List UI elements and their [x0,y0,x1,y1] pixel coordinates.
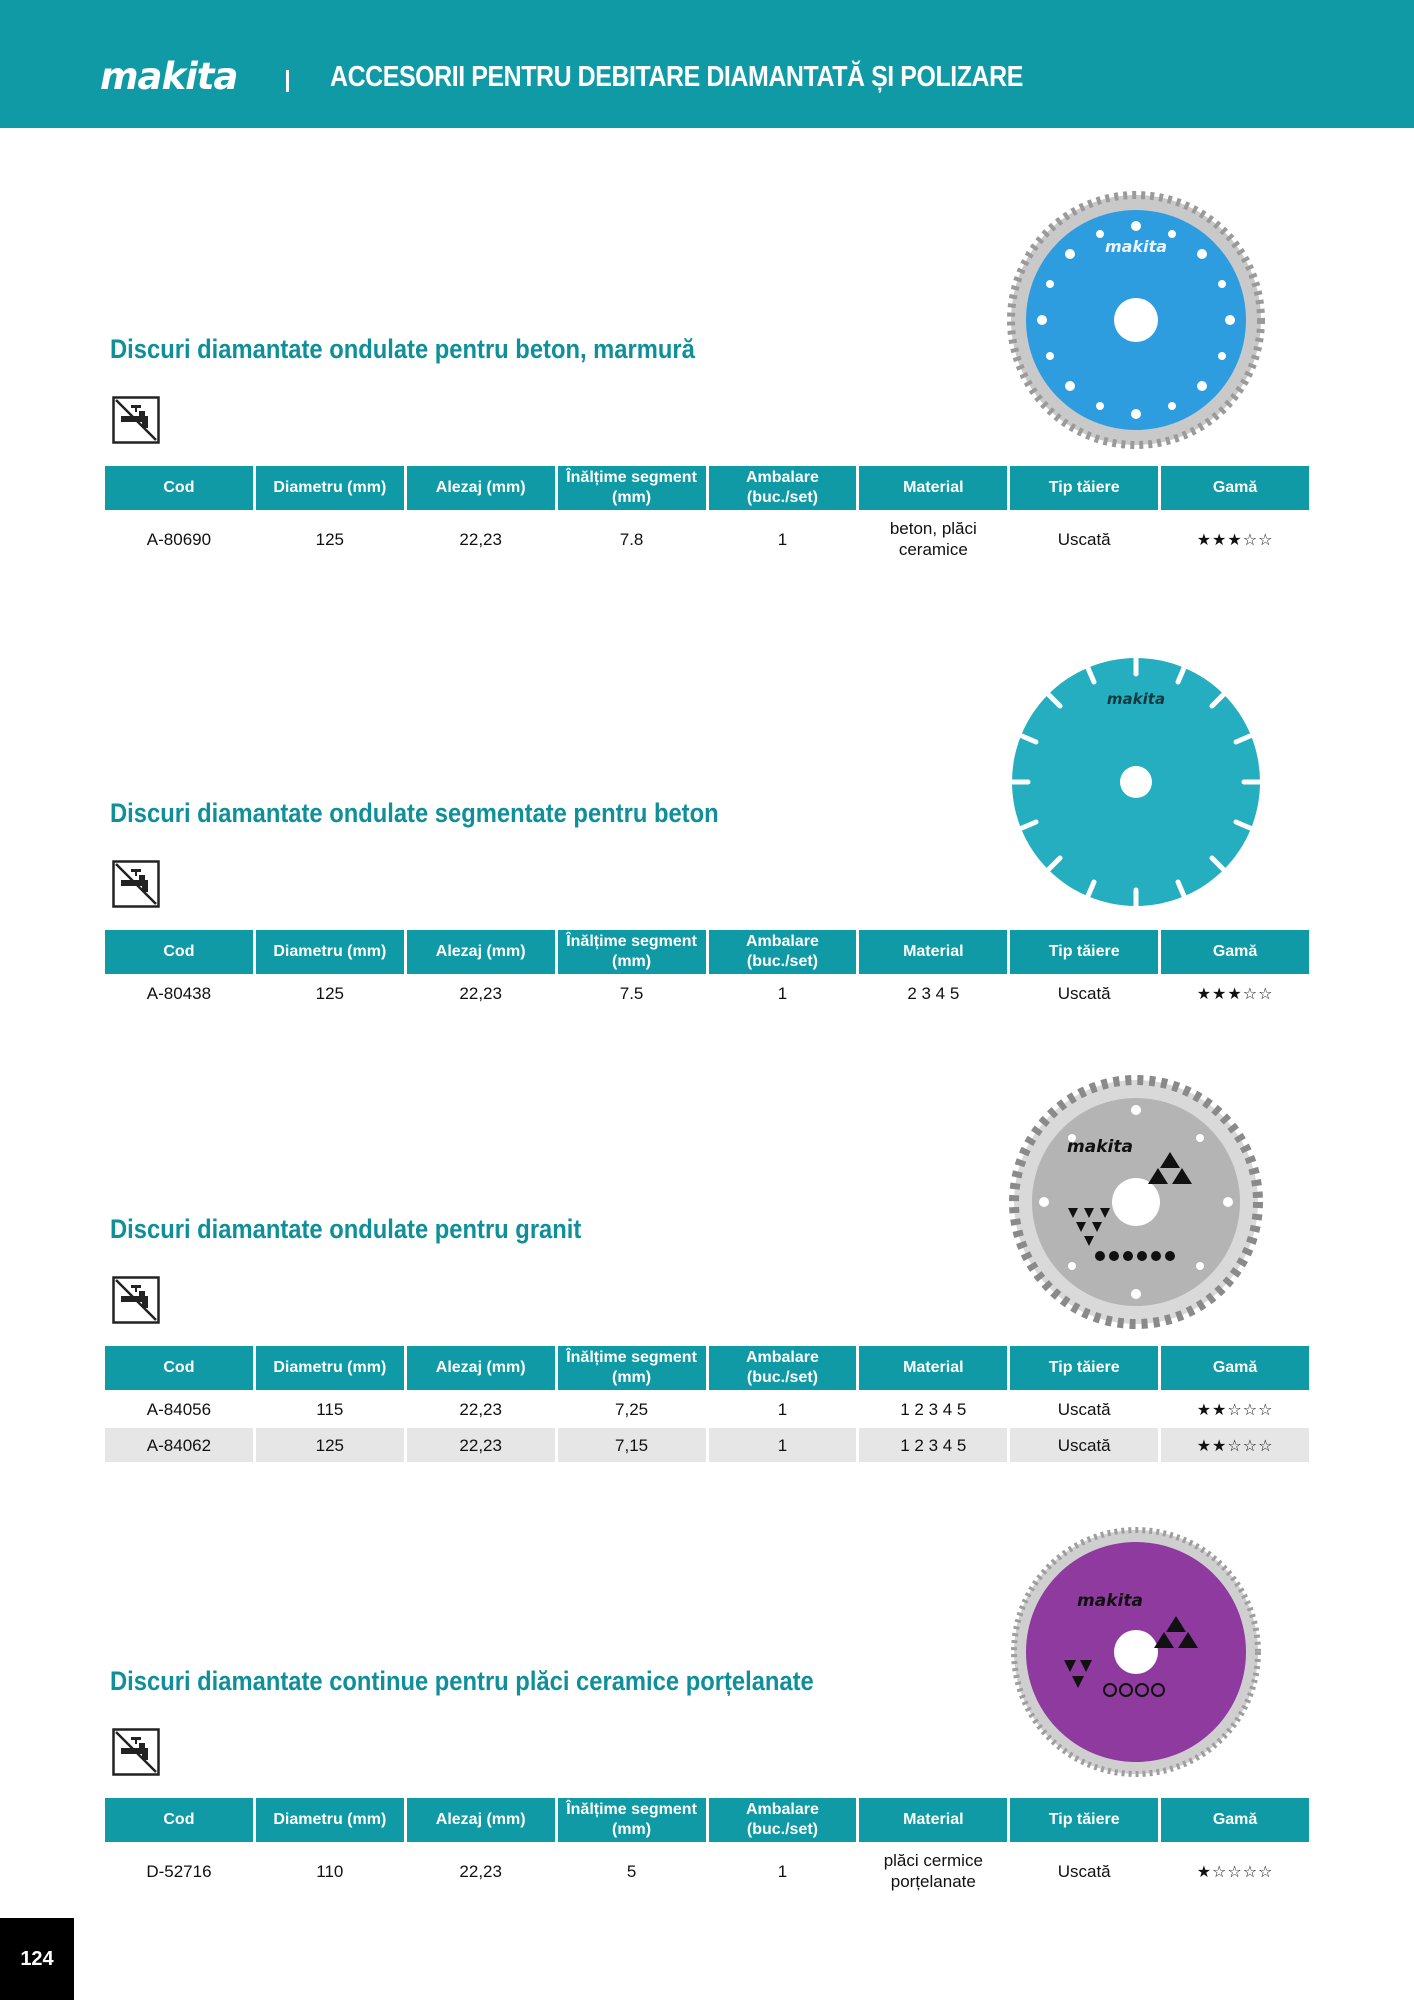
column-header: Alezaj (mm) [407,466,555,510]
column-header: Material [859,1798,1007,1842]
column-header: Alezaj (mm) [407,930,555,974]
column-header: Gamă [1161,930,1309,974]
column-header: Tip tăiere [1010,1798,1158,1842]
column-header: Ambalare (buc./set) [709,466,857,510]
cell-ambalare: 1 [777,1399,788,1419]
table-row [105,1428,1309,1462]
cell-diametru: 110 [316,1861,344,1881]
cell-diametru: 115 [316,1399,344,1419]
section-title: Discuri diamantate ondulate pentru granit [110,1214,582,1244]
rating-stars: ★★★☆☆ [1196,983,1274,1003]
cell-tip: Uscată [1057,1399,1111,1419]
column-header: Cod [105,466,253,510]
column-header: Diametru (mm) [256,930,404,974]
section-title: Discuri diamantate ondulate pentru beton, marmură [110,334,695,364]
spec-table [102,466,1312,568]
dry-cut-icon [112,1728,160,1776]
cell-alezaj: 22,23 [459,1861,502,1881]
column-header: Gamă [1161,466,1309,510]
cell-alezaj: 22,23 [407,1428,555,1462]
cell-inaltime: 5 [626,1861,637,1881]
column-header: Tip tăiere [1010,930,1158,974]
header-separator [286,70,289,92]
column-header: Cod [105,930,253,974]
cell-material: plăci cermice porțelanate [883,1851,983,1891]
cell-ambalare: 1 [777,529,788,549]
column-header: Înălțime segment (mm) [558,1346,706,1390]
dry-cut-icon [112,1276,160,1324]
section-title: Discuri diamantate continue pentru plăci ceramice porțelanate [110,1666,814,1696]
makita-logo: makita [100,55,238,98]
cell-gama-rating [1161,974,1309,1012]
spec-table [102,1798,1312,1900]
cell-tip: Uscată [1057,529,1111,549]
cell-alezaj: 22,23 [459,529,502,549]
spec-table [102,1346,1312,1462]
cell-gama-rating [1161,510,1309,568]
cell-inaltime: 7,15 [558,1428,706,1462]
column-header: Ambalare (buc./set) [709,930,857,974]
cell-gama-rating [1161,1842,1309,1900]
cell-ambalare: 1 [709,1428,857,1462]
rating-stars: ★★☆☆☆ [1196,1435,1274,1455]
dry-cut-icon [112,396,160,444]
column-header: Material [859,1346,1007,1390]
column-header: Diametru (mm) [256,466,404,510]
cell-material: 1 2 3 4 5 [900,1399,967,1419]
disc-brand-label: makita [1077,1591,1143,1611]
column-header: Înălțime segment (mm) [558,466,706,510]
table-row [105,1390,1309,1428]
table-row [105,510,1309,568]
column-header: Cod [105,1798,253,1842]
column-header: Material [859,930,1007,974]
cell-gama-rating [1161,1428,1309,1462]
dry-cut-icon [112,860,160,908]
cell-material: 1 2 3 4 5 [859,1428,1007,1462]
column-header: Gamă [1161,1798,1309,1842]
cell-inaltime: 7,25 [615,1399,649,1419]
column-header: Diametru (mm) [256,1346,404,1390]
table-row [105,1842,1309,1900]
cell-diametru: 125 [315,983,344,1003]
column-header: Ambalare (buc./set) [709,1798,857,1842]
cell-alezaj: 22,23 [459,983,502,1003]
column-header: Alezaj (mm) [407,1346,555,1390]
cell-cod: D-52716 [146,1861,212,1881]
disc-brand-label: makita [1106,690,1166,708]
cell-cod: A-84056 [146,1399,212,1419]
cell-cod: A-80690 [146,529,212,549]
diamond-disc-image [1000,190,1280,460]
disc-brand-label: makita [1104,237,1168,256]
spec-table [102,930,1312,1012]
cell-inaltime: 7.8 [619,529,644,549]
cell-gama-rating [1161,1390,1309,1428]
diamond-disc-image [1000,1520,1280,1790]
column-header: Cod [105,1346,253,1390]
section-title: Discuri diamantate ondulate segmentate pentru beton [110,798,719,828]
rating-stars: ★★☆☆☆ [1196,1399,1274,1419]
cell-tip: Uscată [1010,1428,1158,1462]
rating-stars: ★★★☆☆ [1196,529,1274,549]
page-number: 124 [0,1918,74,2000]
column-header: Ambalare (buc./set) [709,1346,857,1390]
page-title: ACCESORII PENTRU DEBITARE DIAMANTATĂ ȘI POLIZARE [330,61,1023,93]
cell-ambalare: 1 [777,1861,788,1881]
cell-diametru: 125 [315,529,344,549]
column-header: Tip tăiere [1010,466,1158,510]
diamond-disc-image [1000,652,1280,922]
cell-material: 2 3 4 5 [907,983,960,1003]
cell-ambalare: 1 [777,983,788,1003]
column-header: Diametru (mm) [256,1798,404,1842]
column-header: Înălțime segment (mm) [558,930,706,974]
cell-tip: Uscată [1057,983,1111,1003]
rating-stars: ★☆☆☆☆ [1196,1861,1274,1881]
column-header: Alezaj (mm) [407,1798,555,1842]
diamond-disc-image [1000,1070,1280,1340]
column-header: Gamă [1161,1346,1309,1390]
page-header [0,0,1414,128]
cell-cod: A-84062 [105,1428,253,1462]
column-header: Material [859,466,1007,510]
cell-alezaj: 22,23 [459,1399,502,1419]
cell-tip: Uscată [1057,1861,1111,1881]
cell-diametru: 125 [256,1428,404,1462]
cell-material: beton, plăci ceramice [889,519,977,559]
column-header: Tip tăiere [1010,1346,1158,1390]
cell-cod: A-80438 [146,983,212,1003]
column-header: Înălțime segment (mm) [558,1798,706,1842]
disc-brand-label: makita [1067,1137,1133,1157]
cell-inaltime: 7.5 [619,983,644,1003]
table-row [105,974,1309,1012]
